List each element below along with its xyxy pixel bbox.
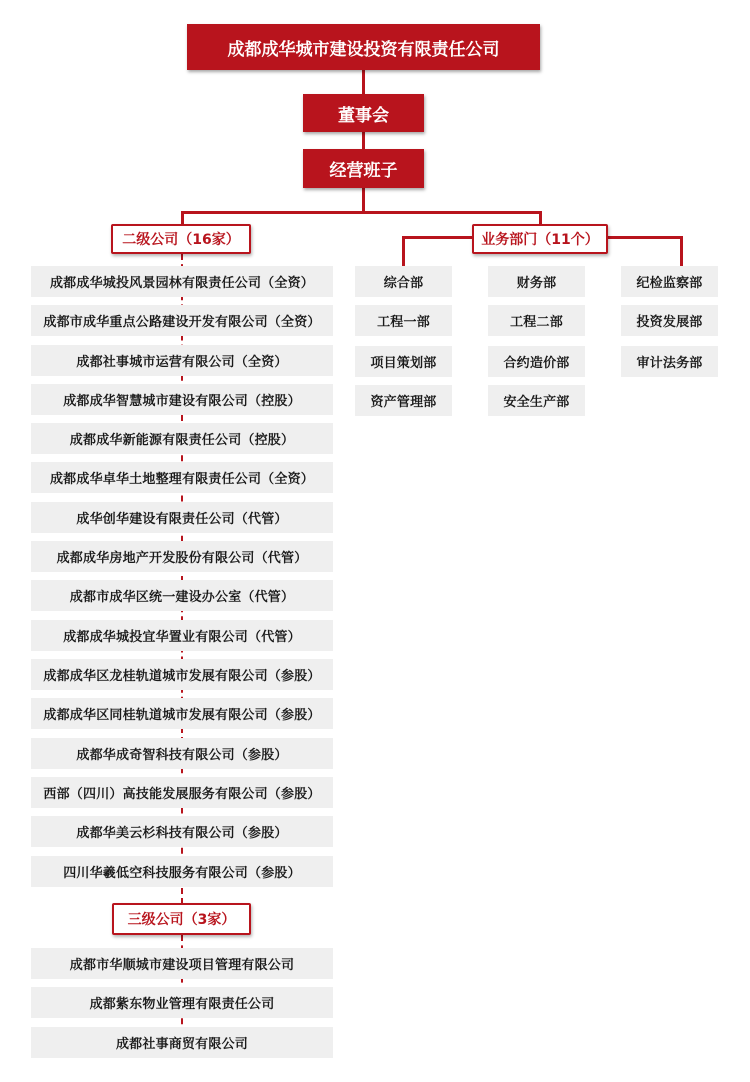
list-item <box>31 502 333 533</box>
subsidiaries-label: 二级公司（16家） <box>122 232 240 248</box>
list-item-label: 四川华羲低空科技服务有限公司（参股） <box>63 866 301 881</box>
connector-horizontal <box>181 211 542 214</box>
list-item <box>31 698 333 729</box>
dept-label: 资产管理部 <box>370 395 437 410</box>
dept-label: 合约造价部 <box>503 356 570 371</box>
list-item <box>31 738 333 769</box>
dept-box <box>488 266 585 297</box>
list-item <box>31 1027 333 1058</box>
list-item-label: 成都华美云杉科技有限公司（参股） <box>76 826 288 841</box>
company-name: 成都成华城市建设投资有限责任公司 <box>227 39 500 60</box>
dept-label: 财务部 <box>516 276 557 291</box>
dept-label: 工程二部 <box>510 315 563 330</box>
list-item-label: 成都紫东物业管理有限责任公司 <box>89 997 275 1012</box>
dept-label: 纪检监察部 <box>636 276 703 291</box>
company-box <box>187 24 540 70</box>
list-item-label: 成都成华新能源有限责任公司（控股） <box>69 433 295 448</box>
list-item <box>31 856 333 887</box>
dept-box <box>621 305 718 336</box>
departments-header <box>472 224 608 254</box>
connector-right-drop <box>539 211 542 225</box>
dept-box <box>488 385 585 416</box>
list-item-label: 成都社事商贸有限公司 <box>115 1037 248 1052</box>
level3-list <box>31 948 333 1058</box>
connector-mgmt-down <box>362 188 365 212</box>
list-item-label: 成华创华建设有限责任公司（代管） <box>76 512 288 527</box>
list-item-label: 成都成华智慧城市建设有限公司（控股） <box>63 394 301 409</box>
connector-top <box>362 70 365 94</box>
list-item <box>31 423 333 454</box>
connector-board-mgmt <box>362 132 365 149</box>
list-item <box>31 462 333 493</box>
list-item-label: 成都成华房地产开发股份有限公司（代管） <box>56 551 308 566</box>
level3-label: 三级公司（3家） <box>127 912 236 928</box>
management-box <box>303 149 424 188</box>
dept-label: 项目策划部 <box>370 356 437 371</box>
dept-box <box>355 346 452 377</box>
dept-box <box>355 305 452 336</box>
list-item <box>31 305 333 336</box>
subsidiaries-header <box>111 224 251 254</box>
subsidiary-list <box>31 266 333 890</box>
connector-dept-left <box>402 236 405 266</box>
connector-dept-right <box>680 236 683 266</box>
list-item <box>31 948 333 979</box>
list-item-label: 成都成华区同桂轨道城市发展有限公司（参股） <box>43 708 321 723</box>
dept-box <box>621 346 718 377</box>
dept-box <box>621 266 718 297</box>
list-item <box>31 266 333 297</box>
list-item <box>31 580 333 611</box>
list-item <box>31 384 333 415</box>
departments-label: 业务部门（11个） <box>481 232 599 248</box>
dept-box <box>355 385 452 416</box>
list-item-label: 成都成华卓华土地整理有限责任公司（全资） <box>49 472 314 487</box>
list-item-label: 成都市成华重点公路建设开发有限公司（全资） <box>43 315 321 330</box>
list-item-label: 成都成华区龙桂轨道城市发展有限公司（参股） <box>43 669 321 684</box>
dept-label: 综合部 <box>383 276 424 291</box>
list-item-label: 成都社事城市运营有限公司（全资） <box>76 355 288 370</box>
list-item <box>31 816 333 847</box>
list-item <box>31 620 333 651</box>
list-item <box>31 345 333 376</box>
board-box <box>303 94 424 132</box>
list-item-label: 西部（四川）高技能发展服务有限公司（参股） <box>43 787 321 802</box>
list-item <box>31 541 333 572</box>
list-item-label: 成都成华城投风景园林有限责任公司（全资） <box>49 276 314 291</box>
dept-box <box>488 346 585 377</box>
level3-header <box>112 903 251 935</box>
dept-label: 审计法务部 <box>636 356 703 371</box>
dept-box <box>488 305 585 336</box>
connector-left-drop <box>181 211 184 225</box>
dept-box <box>355 266 452 297</box>
list-item <box>31 777 333 808</box>
dept-label: 工程一部 <box>377 315 430 330</box>
list-item <box>31 987 333 1018</box>
list-item <box>31 659 333 690</box>
list-item-label: 成都市华顺城市建设项目管理有限公司 <box>69 958 295 973</box>
list-item-label: 成都市成华区统一建设办公室（代管） <box>69 590 295 605</box>
list-item-label: 成都华成奇智科技有限公司（参股） <box>76 748 288 763</box>
list-item-label: 成都成华城投宜华置业有限公司（代管） <box>63 630 301 645</box>
board-label: 董事会 <box>338 105 389 126</box>
dept-label: 投资发展部 <box>636 315 703 330</box>
management-label: 经营班子 <box>329 161 398 181</box>
dept-label: 安全生产部 <box>503 395 570 410</box>
